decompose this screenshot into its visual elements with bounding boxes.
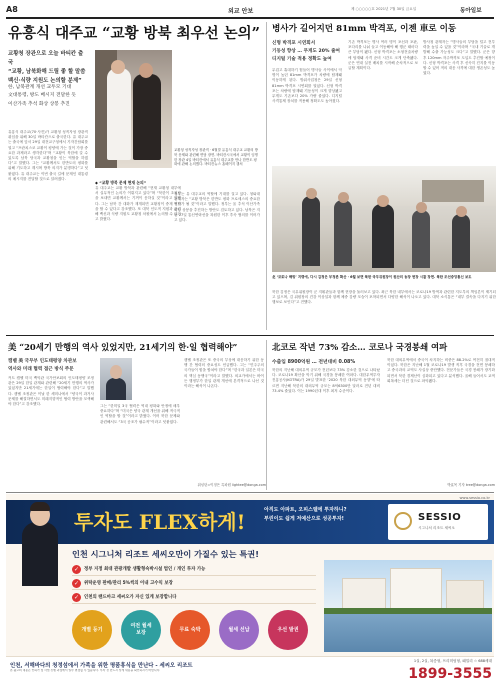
article2-headline: 병사가 길어지던 81mm 박격포, 이젠 車로 이동 bbox=[272, 24, 457, 34]
ad-circle-label: 개별 등기 bbox=[81, 626, 103, 633]
article1-body-col2: 유 대주교는 교황 방북과 관련해 “현재 교황청 내부에서 실무적인 논의가 이뤄지고 있다”며 “북한이 초청장을 보내면 교황께서는 기꺼이 응하실 것”이라고 말했다. 그는 남북 간 대화가 재개되면 교황청이 중재 역할을 할 수 있다고 강조했다. 또 대북 인도적 지원과 관련해 백신과 식량 지원도 교황청 차원에서 논의할 수 있다고 밝혔다. bbox=[95, 186, 181, 222]
ad-logo bbox=[388, 504, 488, 540]
ad-benefit bbox=[72, 592, 316, 604]
issue-info: 제 ○○○○○호 2021년 7월 30일 금요일 bbox=[351, 7, 417, 11]
deck-line: 디지털 기술 적용 정확도 높여 bbox=[272, 56, 332, 62]
deck-line: 캠벨 美 국무부 인도태평양 차관보 bbox=[8, 359, 77, 364]
deck-line: 역사와 미래 협력 접근 방식 주문 bbox=[8, 366, 74, 372]
campbell-photo bbox=[100, 358, 132, 400]
paper-name: 동아일보 bbox=[460, 8, 482, 14]
ad-circle bbox=[121, 610, 161, 650]
ad-benefit bbox=[72, 564, 316, 576]
ad-benefit-text: 정부 지정 최대 관광개발 생활형숙박시설 법인 / 개인 투자 가능 bbox=[84, 567, 206, 572]
page-number: A8 bbox=[6, 5, 18, 14]
ad-circle-label: 우선 발권 bbox=[277, 626, 299, 633]
advertisement[interactable] bbox=[6, 494, 494, 686]
ad-logo-icon bbox=[394, 512, 412, 530]
article2-photo-caption: 北 ‘코로나 해빙’ 지령에, 다시 김정은 부정론 확산 · 6월 보면 북한 국무위원장이 원산의 농장 현장 시찰 장면. 북한 조선중앙통신 보도 bbox=[272, 275, 472, 279]
ad-circle-label: 여전 월세 보장 bbox=[130, 623, 152, 636]
ad-location-line: 인천, 서해바다의 청정섬에서 가족을 위한 명품휴식을 만난다 - 세씨오 리조트 bbox=[10, 663, 193, 669]
section-name: 외교 안보 bbox=[228, 8, 254, 15]
column-divider bbox=[266, 22, 267, 330]
ad-fineprint: 본 광고의 내용은 인허가 및 사업 진행 과정에서 일부 변경될 수 있습니다. 투자 전 반드시 상세 내용을 확인하시기 바랍니다. bbox=[10, 669, 161, 672]
check-icon: ✓ bbox=[73, 566, 80, 573]
subdeck-line: 한, 남북관계 개선 교두모 기대 bbox=[8, 85, 72, 90]
ad-benefit-text: 인천의 랜드마크 세씨오가 자신 있게 보장합니다 bbox=[84, 595, 177, 600]
deck-line: 교황청 장관으로 오늘 바티칸 출국 bbox=[8, 51, 84, 66]
deck-line: 신형 박격포 시연회서 bbox=[272, 41, 316, 46]
ad-brand-sub: 시그니처 리조트 세씨오 bbox=[418, 526, 455, 530]
ad-intro-line: 아직도 아파트, 오피스텔에 투자하니? bbox=[264, 507, 347, 513]
subdeck-line: 이산가족 추석 화상 상봉 추진 bbox=[8, 101, 70, 107]
north-korea-photo bbox=[272, 166, 496, 272]
ad-circle-label: 무료 숙박 bbox=[179, 626, 201, 633]
article4-body-col2: 북한 대외무역에서 중국이 차지하는 비중은 88.2%로 여전히 절대적이었다. 북한은 지난해 1월 코로나19 발생 직후 국경을 전면 봉쇄하고 중국과의 교역도 사실상 중단했다. 전문가들은 국경 봉쇄가 장기화되면서 북한 경제난이 심화되고 있다고 분석했다. 올해 들어서도 교역 회복세는 더딘 것으로 파악됐다. bbox=[387, 358, 495, 383]
deck-line: 기동성 향상 … 무게도 20% 줄여 bbox=[272, 48, 340, 54]
pope-meeting-photo bbox=[95, 50, 172, 168]
article1-photo-caption: 교황청 성직자성 장관직 · 6월말 유흥식 대주교 교황의 방북 문제와 관련해 면담 장면. 바티칸시국에서 교황이 임명한 장관 4일 바티칸에서 유흥식 대주교를 만나 한반도 평화에 관해 논의했다. 바티칸뉴스 홈페이지 캡처 bbox=[174, 148, 258, 167]
article2-photo-text: 북한 김정은 국무위원장이 군 지휘관들과 함께 현장을 둘러보고 있다. 최근 북한 내부에서는 코로나19 방역과 관련한 지도부의 책임론이 제기되고 있으며, 김 위원장의 건강 이상설과 함께 체중 감량 모습이 포착되면서 다양한 해석이 나오고 있다. 대북 소식통은 “내부 결속을 다지기 위한 행보로 보인다”고 전했다. bbox=[272, 290, 496, 305]
ad-circle bbox=[219, 610, 259, 650]
check-icon: ✓ bbox=[73, 580, 80, 587]
article3-byline: 워싱턴=이정은 특파원 lightee@donga.com bbox=[197, 483, 266, 487]
ad-headline: 투자도 FLEX하게! bbox=[74, 510, 246, 534]
masthead bbox=[6, 5, 494, 17]
ad-phone[interactable]: 1899-3555 bbox=[408, 666, 492, 682]
check-icon: ✓ bbox=[73, 594, 80, 601]
article3-body-col1: 커트 캠벨 미국 백악관 국가안보회의 인도태평양 조정관은 29일 한일 관계와 관련해 “20세기 만행의 역사가 있었지만 21세기에는 한일이 협력해야 한다”고 말했다. 캠벨 조정관은 이날 한 세미나에서 “양국이 과거사 문제를 해결하면서도 미래지향적인 협력 방안을 모색해야 한다”고 강조했다. bbox=[8, 376, 94, 407]
ad-person-photo bbox=[8, 498, 68, 586]
ad-intro bbox=[264, 506, 374, 524]
article1-deck bbox=[8, 50, 88, 86]
article3-body-col3: 캠벨 조정관은 또 중국의 부상에 대응하기 위한 동맹 간 협력의 중요성도 언급했다. 그는 “민주주의 국가들이 힘을 합쳐야 한다”며 “한국과 일본은 미국의 핵심 동맹국”이라고 말했다. 외교가에서는 바이든 행정부가 한일 관계 개선에 본격적으로 나선 것이라는 해석이 나온다. bbox=[184, 358, 264, 389]
article2-body-col3: 방사청 관계자는 “병사들의 부담을 덜고 전투력을 높일 수 있을 것”이라며 “국내 기술로 개발해 수출 가능성도 크다”고 말했다. 군은 향후 120mm 자주박격포 도입도 추진할 예정이다. 신형 박격포는 사격 후 신속히 진지를 이동할 수 있어 적의 대응 사격에 대한 생존성도 높였다. bbox=[423, 40, 495, 76]
article4-deck: 수출입 8900억원 … 전년대비 0.08% bbox=[272, 360, 356, 365]
ad-circle bbox=[72, 610, 112, 650]
article3-body-col2: 그는 “한미일 3국 협력은 역내 평화와 안정에 매우 중요하다”며 “미국은 양국 관계 개선을 위해 적극적인 역할을 할 것”이라고 밝혔다. 이어 북한 문제와 관련해서도 “3국 공조가 필수적”이라고 덧붙였다. bbox=[100, 404, 180, 424]
article2-body-col2: 기존 박격포는 병사 여러 명이 포신과 포판, 포다리를 나눠 들고 이동해야 해 행군 때마다 큰 부담이 됐다. 신형 박격포는 소형전술차량에 탑재돼 사격 준비 시간도 크게 단축됐다. 군은 연내 실전 배치를 시작해 순차적으로 보급할 계획이다. bbox=[348, 40, 418, 71]
article4-body-col1: 북한의 지난해 대외무역 규모가 전년보다 73% 감소한 것으로 나타났다. 코로나19 확산을 막기 위해 국경을 봉쇄한 여파다. 대한무역투자진흥공사(KOTRA)가 29일 발표한 ‘2020 북한 대외무역 동향’에 따르면 지난해 북한의 대외무역 규모는 8억6300만 달러로 전년 대비 73.4% 줄었다. 이는 1990년대 이후 최저 수준이다. bbox=[272, 368, 380, 393]
article1-section-label: ◆ “교황 방북 문제 현재 논의” bbox=[95, 180, 147, 185]
article2-body-col1: 무겁고 휴대하기 힘들어 병사들 사이에서 악명이 높던 81mm 박격포가 차량에 탑재돼 이동하게 된다. 방위사업청은 29일 신형 81mm 박격포 시연회를 열었다. 신형 박격포는 차량에 탑재돼 기동성이 크게 향상됐고 무게도 기존보다 20% 가량 줄었다. 디지털 사격통제 장치를 적용해 정확도도 높아졌다. bbox=[272, 68, 342, 104]
article1-subdeck bbox=[8, 84, 88, 109]
ad-benefit bbox=[72, 578, 316, 590]
masthead-rule bbox=[6, 17, 494, 19]
article1-body-col1: 유흥식 대주교(70·사진)가 교황청 성직자성 장관직 취임을 위해 30일 바티칸으로 출국한다. 유 대주교는 출국에 앞서 29일 대전교구청에서 기자간담회를 열고 “프란치스코 교황이 평양에 가는 것이 가장 중요한 과제라고 생각한다”며 “교황이 북한에 갈 수 있도록 남북 당국과 교황청을 잇는 역할을 하겠다”고 말했다. 그는 “교황께서도 한반도의 평화를 위해 기도하고 계시며 방북 의지가 분명하다”고 덧붙였다. 유 대주교는 이번 출국 길에 문재인 대통령의 메시지를 전달할 것으로 알려졌다. bbox=[8, 130, 88, 181]
article4-byline: 박효목 기자 tree@donga.com bbox=[447, 483, 495, 487]
article4-headline: 北코로 작년 73% 감소… 코로나 국경봉쇄 여파 bbox=[272, 342, 448, 352]
deck-line: “교황, 남북화해 드릴 좋 할 말씀 bbox=[8, 69, 86, 75]
section-rule bbox=[6, 335, 494, 336]
ad-brand: SESSIO bbox=[418, 512, 462, 523]
ad-circle-label: 월세 선납 bbox=[228, 626, 250, 633]
article1-body-col3: 정부는 유 대주교의 역할에 기대를 걸고 있다. 청와대 관계자는 “교황 방북은 한반도 평화 프로세스의 중요한 전기가 될 것”이라고 말했다. 정부는 올 추석 이산가족 화상 상봉을 추진하는 방안도 검토하고 있다. 남북은 지난 27일 통신연락선을 복원한 이후 후속 협의를 이어가고 있다. bbox=[174, 192, 260, 223]
article3-headline: 美 “20세기 만행의 역사 있었지만, 21세기의 한·일 협력해야” bbox=[8, 342, 238, 352]
ad-title: 인천 시그니처 리조트 세씨오만이 가질수 있는 특권! bbox=[72, 549, 259, 559]
article2-deck bbox=[272, 40, 342, 63]
deck-line: 백신·식량 지원도 논의할 분제” bbox=[8, 78, 82, 84]
ad-benefit-text: 위탁운영 판매/관리 5%씩의 이내 고수익 보장 bbox=[84, 581, 173, 586]
resort-image bbox=[324, 560, 492, 652]
ad-footer bbox=[6, 656, 494, 686]
ad-circle bbox=[170, 610, 210, 650]
column-divider bbox=[266, 340, 267, 490]
subdeck-line: 文대통령, 방도 베시지 전달한 듯 bbox=[8, 93, 77, 99]
article1-headline: 유흥식 대주교 “교황 방북 최우선 논의” bbox=[8, 25, 261, 42]
ad-rule bbox=[6, 492, 494, 493]
ad-site-url[interactable]: www.sessio.co.kr bbox=[459, 496, 490, 500]
ad-contact-label: 1실, 2실, 복층형, 프리미엄형, 패밀리 ☆ 688세대 bbox=[413, 659, 492, 663]
ad-circle bbox=[268, 610, 308, 650]
article3-deck bbox=[8, 358, 94, 374]
ad-intro-line: 부린이도 쉽게 저예산으로 성공투자! bbox=[264, 516, 344, 522]
